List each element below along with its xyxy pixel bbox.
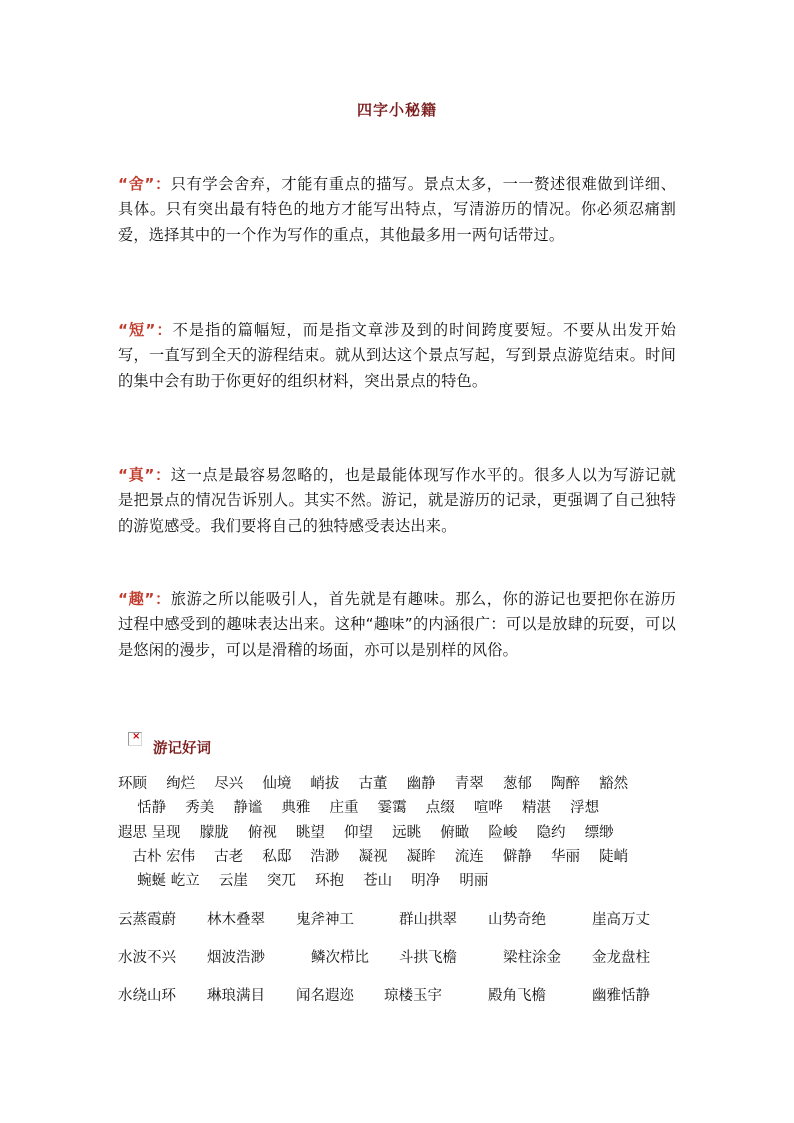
idiom: 琼楼玉宇 — [384, 988, 442, 1004]
idiom: 殿角飞檐 — [488, 988, 546, 1004]
idiom: 斗拱飞檐 — [399, 950, 457, 966]
keyword-qu: “趣”： — [118, 590, 171, 608]
idiom: 山势奇绝 — [488, 912, 546, 928]
idiom: 水绕山环 — [118, 988, 176, 1004]
idiom: 金龙盘柱 — [592, 950, 650, 966]
idiom: 鬼斧神工 — [296, 912, 354, 928]
idiom: 幽雅恬静 — [592, 988, 650, 1004]
word-line: 环顾 绚烂 尽兴 仙境 峭拔 古董 幽静 青翠 葱郁 陶醉 豁然 — [118, 776, 629, 792]
keyword-duan: “短”： — [118, 321, 173, 339]
word-line: 遐思 呈现 朦胧 俯视 眺望 仰望 远眺 俯瞰 险峻 隐约 缥缈 — [118, 824, 614, 841]
broken-image-icon: × — [128, 732, 142, 746]
idiom: 水波不兴 — [118, 950, 176, 966]
idiom: 鳞次栉比 — [311, 950, 369, 966]
word-line: 恬静 秀美 静谧 典雅 庄重 霎霭 点缀 喧哗 精湛 浮想 — [118, 800, 600, 817]
paragraph-text: 只有学会舍弃，才能有重点的描写。景点太多，一一赘述很难做到详细、具体。只有突出最有特色的地方才能写出特点，写清游历的情况。你必须忍痛割爱，选择其中的一个作为写作的重点，其他最多用一两句话带过。 — [118, 175, 676, 244]
idiom: 崖高万丈 — [592, 912, 650, 928]
keyword-zhen: “真”： — [118, 466, 171, 484]
keyword-she: “舍”： — [118, 175, 171, 193]
paragraph-qu — [118, 587, 676, 663]
page-title: 四字小秘籍 — [356, 101, 437, 119]
section-title: 游记好词 — [153, 741, 211, 757]
paragraph-text: 旅游之所以能吸引人，首先就是有趣味。那么，你的游记也要把你在游历过程中感受到的趣味表达出来。这种“趣味”的内涵很广：可以是放肆的玩耍，可以是悠闲的漫步，可以是滑稽的场面，亦可以是别样的风俗。 — [118, 590, 676, 659]
word-list — [118, 772, 683, 893]
paragraph-she — [118, 172, 676, 248]
idiom: 闻名遐迩 — [296, 988, 354, 1004]
idiom: 林木叠翠 — [207, 912, 265, 928]
idiom: 烟波浩渺 — [207, 950, 265, 966]
word-line: 古朴 宏伟 古老 私邸 浩渺 凝视 凝眸 流连 僻静 华丽 陡峭 — [118, 848, 629, 865]
paragraph-text: 这一点是最容易忽略的，也是最能体现写作水平的。很多人以为写游记就是把景点的情况告诉别人。其实不然。游记，就是游历的记录，更强调了自己独特的游览感受。我们要将自己的独特感受表达出来。 — [118, 466, 676, 535]
idiom: 群山拱翠 — [399, 912, 457, 928]
word-line: 蜿蜒 屹立 云崖 突兀 环抱 苍山 明净 明丽 — [118, 873, 489, 890]
paragraph-zhen — [118, 463, 676, 539]
paragraph-text: 不是指的篇幅短，而是指文章涉及到的时间跨度要短。不要从出发开始写，一直写到全天的游程结束。就从到达这个景点写起，写到景点游览结束。时间的集中会有助于你更好的组织材料，突出景点的特色。 — [118, 321, 677, 390]
idiom: 琳琅满目 — [207, 988, 265, 1004]
idiom: 云蒸霞蔚 — [118, 912, 176, 928]
paragraph-duan — [118, 318, 676, 394]
idiom: 梁柱涂金 — [503, 950, 561, 966]
